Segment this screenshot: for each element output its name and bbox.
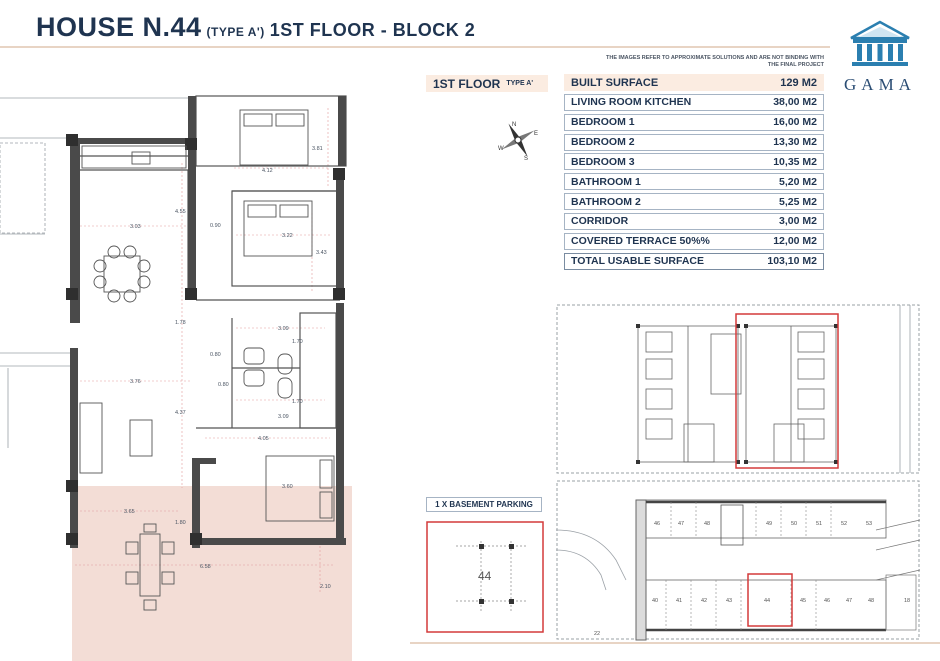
table-row	[564, 233, 824, 250]
parking-number: 44	[764, 598, 771, 604]
row-label: BATHROOM 1	[571, 175, 641, 188]
dim-label: 3.22	[282, 233, 293, 239]
row-value: 38,00 M2	[773, 96, 817, 109]
title-floor: 1ST FLOOR - BLOCK 2	[269, 20, 476, 40]
kitchen-counter	[82, 146, 186, 168]
parking-number: 42	[701, 598, 708, 604]
row-value: 5,20 M2	[779, 175, 817, 188]
row-value: 103,10 M2	[767, 255, 817, 268]
sofa	[80, 403, 102, 473]
structural-walls	[70, 96, 346, 548]
dim-label: 4.55	[175, 209, 186, 215]
row-label: BEDROOM 1	[571, 116, 635, 129]
table-row	[564, 134, 824, 151]
dining-table	[104, 256, 140, 292]
dim-label: 4.37	[175, 410, 186, 416]
compass-n: N	[512, 122, 517, 128]
bed-1	[240, 110, 308, 165]
row-value: 10,35 M2	[773, 155, 817, 168]
parking-number: 41	[676, 598, 683, 604]
parking-number: 43	[726, 598, 733, 604]
row-label: COVERED TERRACE 50%%	[571, 235, 710, 248]
parking-number: 49	[766, 521, 773, 527]
row-value: 5,25 M2	[779, 195, 817, 208]
parking-number: 52	[841, 521, 848, 527]
row-label: BATHROOM 2	[571, 195, 641, 208]
toilet-1	[278, 354, 292, 374]
coffee-table	[130, 420, 152, 456]
parking-number: 45	[800, 598, 807, 604]
toilet-2	[278, 378, 292, 398]
sink-2	[244, 370, 264, 386]
row-label: BEDROOM 2	[571, 136, 635, 149]
dim-label: 3.65	[124, 509, 135, 515]
table-row	[564, 94, 824, 111]
dim-label: 6.58	[200, 564, 211, 570]
row-value: 12,00 M2	[773, 235, 817, 248]
compass-w: W	[498, 146, 504, 152]
parking-space-number: 44	[478, 569, 492, 583]
dim-label: 0.80	[218, 382, 229, 388]
parking-number: 47	[678, 521, 685, 527]
row-label: TOTAL USABLE SURFACE	[571, 255, 705, 268]
terrace-area	[72, 486, 352, 661]
neighbour-building	[0, 98, 190, 448]
dim-label: 3.76	[130, 379, 141, 385]
block-apartments	[638, 326, 836, 462]
parking-number: 48	[868, 598, 875, 604]
table-row	[564, 153, 824, 170]
parking-number: 53	[866, 521, 873, 527]
parking-number: 51	[816, 521, 823, 527]
compass-e: E	[534, 131, 539, 137]
dim-label: 2.10	[320, 584, 331, 590]
table-row	[564, 213, 824, 230]
stair-core	[721, 505, 743, 545]
block-site-plan	[556, 304, 920, 474]
disclaimer-text: THE IMAGES REFER TO APPROXIMATE SOLUTIONS AND ARE NOT BINDING WITH THE FINAL PROJECT	[606, 55, 824, 68]
dim-label: 3.60	[282, 484, 293, 490]
columns	[66, 134, 345, 545]
dim-label: 3.03	[130, 224, 141, 230]
parking-number: 47	[846, 598, 853, 604]
parking-number: 46	[654, 521, 661, 527]
dim-label: 0.90	[210, 223, 221, 229]
parking-number: 46	[824, 598, 831, 604]
dim-label: 3.81	[312, 146, 323, 152]
bed-2	[244, 201, 312, 256]
house-highlight	[736, 314, 838, 468]
total-row	[564, 253, 824, 270]
table-row	[564, 173, 824, 190]
row-value: 129 M2	[780, 76, 817, 89]
dim-label: 1.70	[292, 339, 303, 345]
compass-rose-icon	[496, 118, 540, 162]
parking-label: 1 X BASEMENT PARKING	[426, 497, 542, 512]
table-row	[564, 193, 824, 210]
sink-1	[244, 348, 264, 364]
row-value: 16,00 M2	[773, 116, 817, 129]
floor-label-main: 1ST FLOOR	[433, 76, 501, 91]
row-label: LIVING ROOM KITCHEN	[571, 96, 692, 109]
table-row	[564, 114, 824, 131]
parking-number: 22	[594, 631, 601, 637]
row-value: 3,00 M2	[779, 215, 817, 228]
row-label: BEDROOM 3	[571, 155, 635, 168]
footer-divider	[410, 642, 940, 644]
dim-label: 4.12	[262, 168, 273, 174]
dim-label: 1.78	[175, 320, 186, 326]
parking-number: 40	[652, 598, 659, 604]
floor-label	[426, 75, 548, 92]
surface-table	[564, 74, 824, 272]
floor-plan	[0, 48, 410, 661]
row-label: CORRIDOR	[571, 215, 629, 228]
dim-label: 0.80	[210, 352, 221, 358]
built-surface-row	[564, 74, 824, 91]
parking-number: 48	[704, 521, 711, 527]
brand-logo	[842, 20, 918, 95]
dim-label: 1.70	[292, 399, 303, 405]
page-title	[36, 12, 475, 43]
dim-label: 3.09	[278, 414, 289, 420]
compass-s: S	[524, 156, 529, 162]
dim-label: 3.09	[278, 326, 289, 332]
title-type: (TYPE A')	[206, 25, 265, 39]
temple-icon	[849, 20, 911, 68]
title-main: HOUSE N.44	[36, 12, 202, 42]
parking-number: 50	[791, 521, 798, 527]
dim-label: 3.43	[316, 250, 327, 256]
floor-label-sub: TYPE A'	[506, 80, 534, 87]
parking-detail	[426, 521, 544, 633]
row-label: BUILT SURFACE	[571, 76, 659, 89]
parking-number: 18	[904, 598, 911, 604]
row-value: 13,30 M2	[773, 136, 817, 149]
brand-name: GAMA	[844, 75, 916, 94]
basement-parking-plan	[556, 480, 920, 642]
dim-label: 1.80	[175, 520, 186, 526]
dim-label: 4.05	[258, 436, 269, 442]
